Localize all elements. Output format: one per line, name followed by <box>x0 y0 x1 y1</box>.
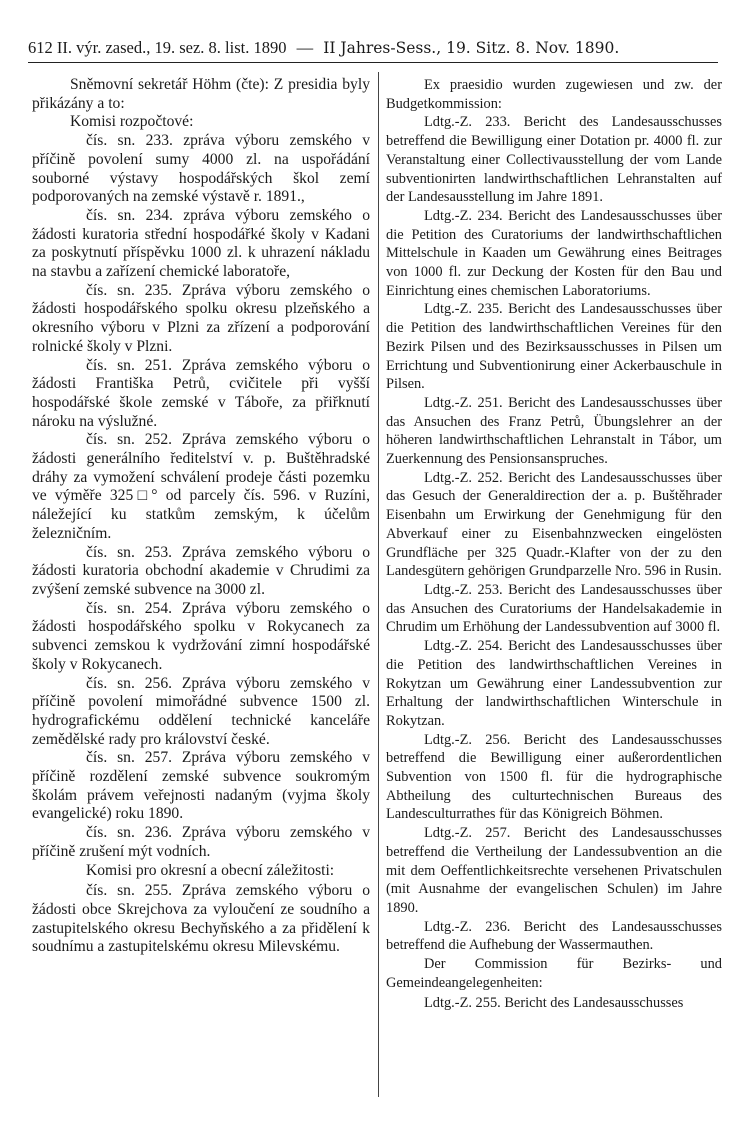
committee-heading: Komisi rozpočtové: <box>70 113 194 131</box>
paragraph: Ldtg.-Z. 236. Bericht des Landesausschusses betreffend die Aufhebung der Wassermauthen. <box>386 918 722 954</box>
paragraph: Ldtg.-Z. 235. Bericht des Landesausschusses über die Petition des landwirthschaftlichen Vereines für den Bezirk Pilsen und des Bezirksausschusses in Pilsen um Errichtung und Subventionirung einer Ackerbauschule in Pilsen. <box>386 301 722 393</box>
committee-heading: Komisi pro okresní a obecní záležitosti: <box>86 861 335 879</box>
paragraph: Ldtg.-Z. 234. Bericht des Landesausschusses über die Petition des Curatoriums der landwirthschaftlichen Mittelschule in Kaaden um Gewährung eines Beitrages von 1000 fl. zur Deckung der Kosten für den Bau und Einrichtung eines chemischen Laboratoriums. <box>386 207 722 299</box>
header-right-text: II Jahres-Sess., 19. Sitz. 8. Nov. 1890. <box>323 39 620 57</box>
paragraph: Ldtg.-Z. 254. Bericht des Landesausschusses über die Petition des landwirthschaftlichen Vereines in Rokytzan um Gewährung einer Landessubvention zur Erhaltung der landwirthschaftlichen Winterschule in Rokytzan. <box>386 638 722 729</box>
header-separator: — <box>296 38 314 57</box>
paragraph: Sněmovní sekretář Höhm (čte): Z presidia byly přikázány a to: <box>32 76 370 112</box>
paragraph: Ldtg.-Z. 233. Bericht des Landesausschusses betreffend die Bewilligung einer Dotation pr. 4000 fl. zur Veranstaltung einer Collectivausstellung der vom Lande subventionirten landwirthschaftlichen Lehranstalten auf der Landesausstellung im Jahre 1891. <box>386 114 722 206</box>
paragraph: Ex praesidio wurden zugewiesen und zw. der Budgetkommission: <box>386 77 722 112</box>
paragraph: čís. sn. 256. Zpráva výboru zemského v příčině povolení mimořádné subvence 1500 zl. hydrografickému oddělení technické kanceláře zemědělské rady pro království české. <box>32 674 370 748</box>
paragraph: čís. sn. 252. Zpráva zemského výboru o žádosti generálního ředitelství v. p. Buštěhradské dráhy za vymožení schválení prodeje části pozemku ve výměře 325□° od parcely čís. 596. v Ruzíni, náležející ku statkům zemským, k účelům železničním. <box>32 431 370 542</box>
paragraph: čís. sn. 255. Zpráva zemského výboru o žádosti obce Skrejchova za vyloučení ze soudního a zastupitelského okresu Bechyňského a za přidělení k soudnímu a zastupitelskému okresu Milevskému. <box>32 882 370 956</box>
paragraph: Ldtg.-Z. 252. Bericht des Landesausschusses über das Gesuch der Generaldirection der a. p. Buštěhrader Eisenbahn um Erwirkung der Genehmigung für den Abverkauf einer zu Eisenbahnzwecken eingelösten Grundfläche per 325 Quadr.-Klafter von der zu den Landesgütern gehörigen Grundparzelle Nro. 596 in Rusin. <box>386 469 722 580</box>
paragraph: čís. sn. 251. Zpráva zemského výboru o žádosti Františka Petrů, cvičitele při vyšší hospodářské škole zemské v Táboře, za přiřknutí nároku na výslužné. <box>32 356 370 430</box>
page-number: 612 <box>28 38 53 57</box>
czech-column <box>32 76 370 957</box>
paragraph: Ldtg.-Z. 256. Bericht des Landesausschusses betreffend die Bewilligung einer außerordentlichen Subvention von 1500 fl. für die hydrographische Abtheilung des culturtechnischen Bureaus des Landesculturrathes für das Königreich Böhmen. <box>386 731 722 823</box>
paragraph: čís. sn. 235. Zpráva výboru zemského o žádosti hospodářského spolku okresu plzeňského a okresního výboru v Plzni za zřízení a podporování rolnické školy v Plzni. <box>32 281 370 355</box>
paragraph: čís. sn. 254. Zpráva výboru zemského o žádosti hospodářského spolku v Rokycanech za subvenci zemskou k vydržování zimní hospodářské školy v Rokycanech. <box>32 599 370 673</box>
paragraph: čís. sn. 233. zpráva výboru zemského v příčině povolení sumy 4000 zl. na uspořádání souborné výstavy hospodářských škol zemí podporovaných na zemské výstavě r. 1891., <box>32 132 370 206</box>
page-header <box>28 38 718 63</box>
paragraph: čís. sn. 253. Zpráva zemského výboru o žádosti kuratoria obchodní akademie v Chrudimi za zvýšení zemské subvence na 3000 zl. <box>32 543 370 598</box>
header-left-text: II. výr. zased., 19. sez. 8. list. 1890 <box>56 38 287 57</box>
paragraph: čís. sn. 257. Zpráva výboru zemského v příčině rozdělení zemské subvence soukromým školám právem veřejnosti nadaným (vyjma školy evangelické) roku 1890. <box>32 749 370 823</box>
german-column <box>386 76 722 1013</box>
paragraph: Ldtg.-Z. 257. Bericht des Landesausschusses betreffend die Vertheilung der Landessubvention an die mit dem Oeffentlichkeitsrechte versehenen Privatschulen (mit Ausnahme der evangelischen Schulen) im Jahre 1890. <box>386 825 722 916</box>
column-divider <box>378 72 379 1097</box>
paragraph: Ldtg.-Z. 255. Bericht des Landesausschusses <box>424 995 684 1012</box>
paragraph: čís. sn. 236. Zpráva výboru zemského v příčině zrušení mýt vodních. <box>32 824 370 860</box>
committee-heading: Der Commission für Bezirks- und Gemeindeangelegenheiten: <box>386 956 722 991</box>
paragraph: Ldtg.-Z. 253. Bericht des Landesausschusses über das Ansuchen des Curatoriums der Handelsakademie in Chrudim um Erhöhung der Landessubvention auf 3000 fl. <box>386 581 722 636</box>
paragraph: Ldtg.-Z. 251. Bericht des Landesausschusses über das Ansuchen des Franz Petrů, Übungslehrer an der höheren landwirthschaftlichen Lehranstalt in Tábor, um Zuerkennung des Pensionsanspruches. <box>386 394 722 468</box>
paragraph: čís. sn. 234. zpráva výboru zemského o žádosti kuratoria střední hospodářké školy v Kadani za poskytnutí příspěvku 1000 zl. k uhrazení nákladu na stavbu a zařízení chemické laboratoře, <box>32 206 370 281</box>
